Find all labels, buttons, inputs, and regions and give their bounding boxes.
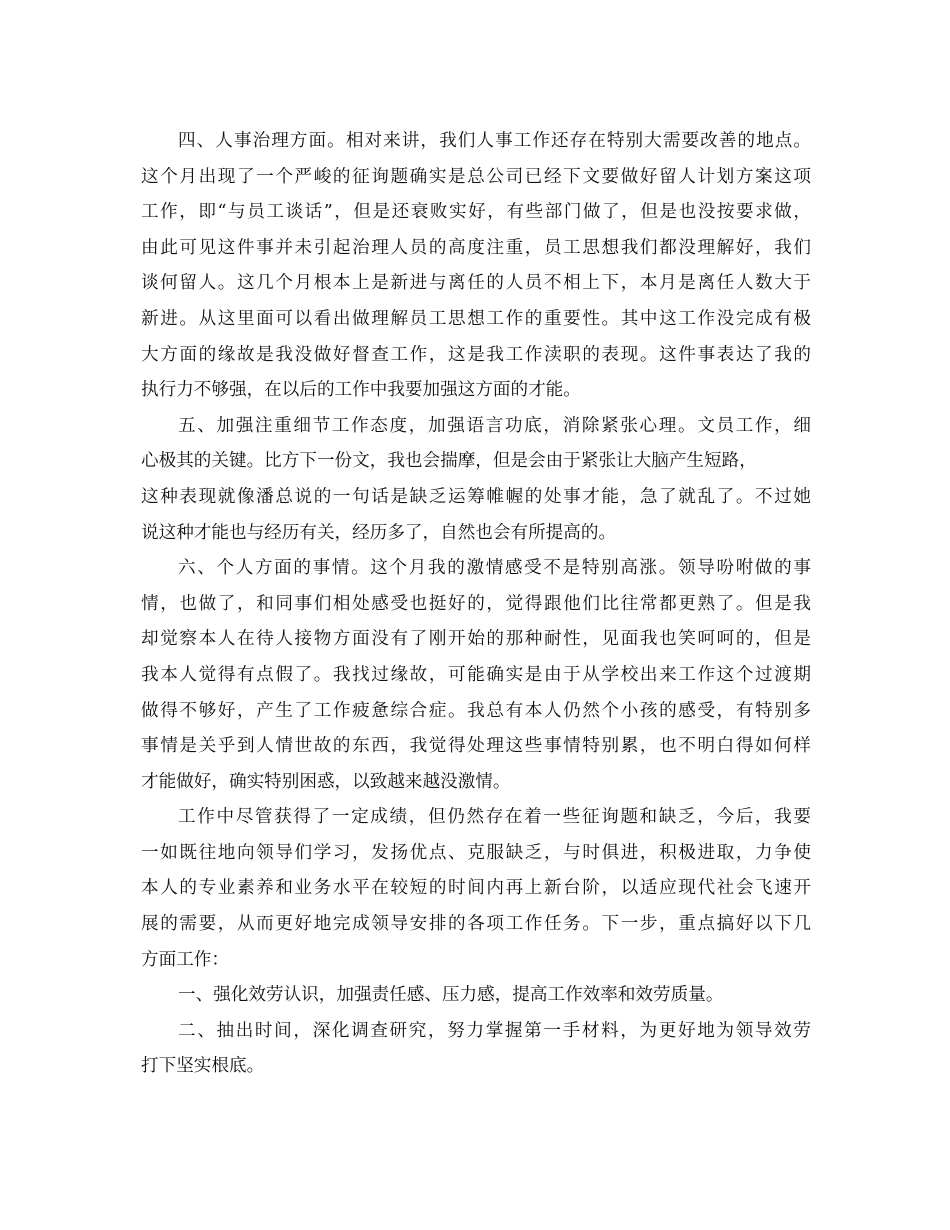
text-line: 执行力不够强，在以后的工作中我要加强这方面的才能。: [141, 380, 581, 401]
text-line: 这个月出现了一个严峻的征询题确实是总公司已经下文要做好留人计划方案这项: [141, 166, 811, 187]
text-line: 二、抽出时间，深化调查研究，努力掌握第一手材料，为更好地为领导效劳: [178, 1020, 811, 1041]
text-line: 由此可见这件事并未引起治理人员的高度注重，员工思想我们都没理解好，我们: [141, 237, 811, 258]
text-line: 大方面的缘故是我没做好督查工作，这是我工作渎职的表现。这件事表达了我的: [141, 344, 811, 365]
text-line: 这种表现就像潘总说的一句话是缺乏运筹帷幄的处事才能，急了就乱了。不过她: [141, 486, 811, 507]
text-line: 方面工作：: [141, 949, 229, 970]
text-line: 新进。从这里面可以看出做理解员工思想工作的重要性。其中这工作没完成有极: [141, 308, 811, 329]
text-line: 六、个人方面的事情。这个月我的激情感受不是特别高涨。领导吩咐做的事: [178, 558, 811, 579]
text-line: 工作中尽管获得了一定成绩，但仍然存在着一些征询题和缺乏，今后，我要: [178, 807, 811, 828]
text-line: 打下坚实根底。: [141, 1056, 265, 1077]
text-line: 做得不够好，产生了工作疲惫综合症。我总有本人仍然个小孩的感受，有特别多: [141, 700, 811, 721]
text-line: 一、强化效劳认识，加强责任感、压力感，提高工作效率和效劳质量。: [178, 985, 724, 1006]
paragraph-summary: [141, 800, 811, 978]
paragraph-section-6: [141, 551, 811, 800]
paragraph-plan-2: [141, 1014, 811, 1085]
text-line: 四、人事治理方面。相对来讲，我们人事工作还存在特别大需要改善的地点。: [178, 131, 811, 151]
document-page: [141, 124, 811, 1085]
text-line: 展的需要，从而更好地完成领导安排的各项工作任务。下一步，重点搞好以下几: [141, 914, 811, 935]
text-line: 一如既往地向领导们学习，发扬优点、克服缺乏，与时俱进，积极进取，力争使: [141, 842, 811, 863]
text-line: 说这种才能也与经历有关，经历多了，自然也会有所提高的。: [141, 522, 617, 543]
text-line: 却觉察本人在待人接物方面没有了刚开始的那种耐性，见面我也笑呵呵的，但是: [141, 629, 811, 650]
text-line: 情，也做了，和同事们相处感受也挺好的，觉得跟他们比往常都更熟了。但是我: [141, 593, 811, 614]
text-line: 才能做好，确实特别困惑，以致越来越没激情。: [141, 771, 511, 792]
paragraph-section-5: [141, 409, 811, 551]
paragraph-section-4: [141, 124, 811, 409]
text-line: 事情是关乎到人情世故的东西，我觉得处理这些事情特别累，也不明白得如何样: [141, 736, 811, 757]
text-line: 我本人觉得有点假了。我找过缘故，可能确实是由于从学校出来工作这个过渡期: [141, 664, 811, 685]
text-line: 本人的专业素养和业务水平在较短的时间内再上新台阶，以适应现代社会飞速开: [141, 878, 811, 899]
text-line: 五、加强注重细节工作态度，加强语言功底，消除紧张心理。文员工作，细: [178, 415, 811, 436]
text-line: 工作，即“与员工谈话”，但是还衰败实好，有些部门做了，但是也没按要求做，: [141, 202, 811, 223]
text-line: 心极其的关键。比方下一份文，我也会揣摩，但是会由于紧张让大脑产生短路，: [141, 451, 757, 472]
paragraph-plan-1: [141, 978, 811, 1014]
text-line: 谈何留人。这几个月根本上是新进与离任的人员不相上下，本月是离任人数大于: [141, 273, 811, 294]
